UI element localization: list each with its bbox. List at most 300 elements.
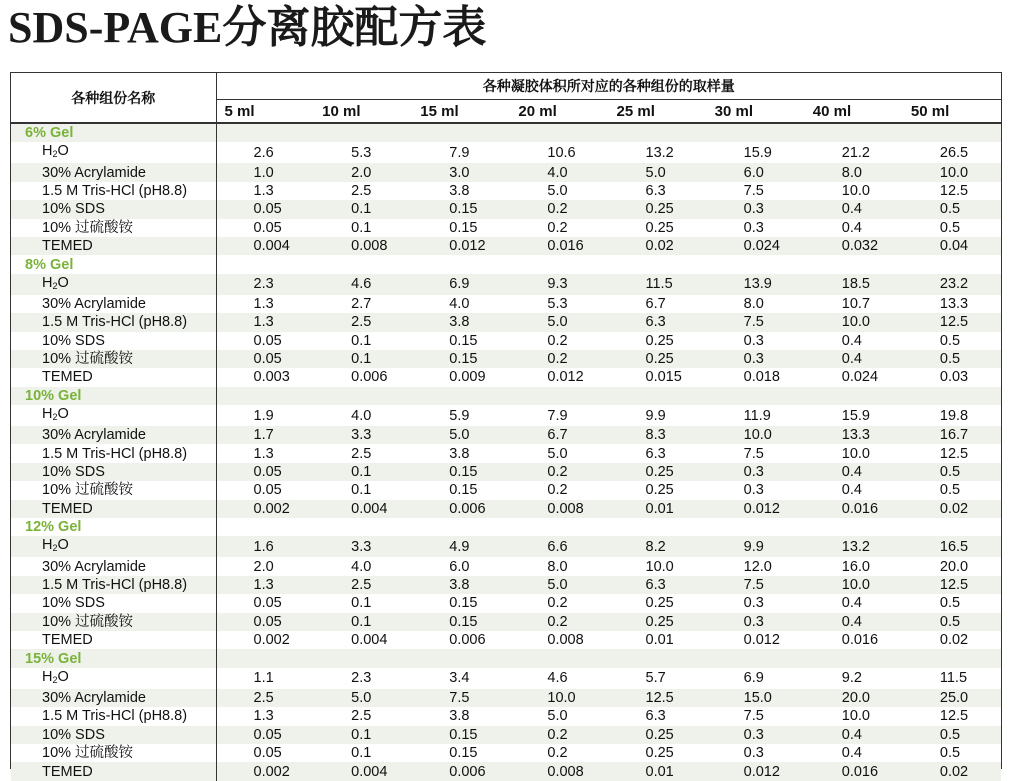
value-cell: 0.2	[510, 613, 608, 631]
value-cell: 6.9	[412, 274, 510, 295]
empty-cell	[510, 255, 608, 273]
value-cell: 0.032	[805, 237, 903, 255]
value-cell: 4.0	[351, 558, 372, 575]
value-cell: 9.3	[510, 274, 608, 295]
value-cell: 7.5	[743, 708, 764, 725]
value-cell: 0.2	[547, 595, 568, 612]
value-cell: 26.5	[939, 144, 969, 161]
value-cell: 0.05	[253, 332, 282, 349]
value-cell: 13.2	[805, 536, 903, 557]
value-cell: 3.8	[412, 576, 510, 594]
value-cell: 0.5	[939, 219, 961, 236]
table-row	[11, 500, 1001, 518]
value-cell: 18.5	[805, 274, 903, 295]
value-cell: 2.5	[314, 313, 412, 331]
empty-cell	[314, 518, 412, 536]
volume-header: 20 ml	[510, 100, 608, 124]
value-cell: 0.5	[903, 350, 1001, 368]
table-row	[11, 536, 1001, 557]
value-cell: 12.5	[939, 445, 969, 462]
value-cell: 5.0	[510, 313, 608, 331]
value-cell: 0.2	[547, 332, 568, 349]
value-cell: 0.008	[510, 762, 608, 780]
value-cell: 16.7	[903, 426, 1001, 444]
value-cell: 7.5	[743, 182, 764, 199]
table-row	[11, 613, 1001, 631]
value-cell: 11.9	[743, 407, 771, 424]
value-cell: 0.25	[609, 726, 707, 744]
empty-cell	[510, 387, 608, 405]
value-cell: 0.009	[449, 369, 486, 386]
value-cell: 0.024	[707, 237, 805, 255]
component-label: 1.5 M Tris-HCl (pH8.8)	[11, 182, 216, 200]
empty-cell	[707, 649, 805, 667]
value-cell: 0.006	[412, 500, 510, 518]
empty-cell	[903, 649, 1001, 667]
value-cell: 2.0	[253, 558, 274, 575]
value-cell: 5.0	[412, 426, 510, 444]
table-row	[11, 163, 1001, 181]
value-cell: 0.25	[609, 350, 707, 368]
value-cell: 0.016	[510, 237, 608, 255]
value-cell: 11.5	[939, 670, 968, 687]
empty-cell	[609, 123, 707, 142]
value-cell: 1.9	[253, 407, 274, 424]
gel-group-row	[11, 649, 1001, 667]
value-cell: 4.0	[449, 295, 470, 312]
value-cell: 0.15	[449, 482, 478, 499]
value-cell: 13.2	[645, 144, 674, 161]
value-cell: 7.5	[707, 313, 805, 331]
value-cell: 2.6	[253, 144, 274, 161]
value-cell: 13.3	[939, 295, 969, 312]
value-cell: 0.012	[547, 369, 584, 386]
component-label-h2o: $H_2O$	[11, 274, 216, 295]
table-row	[11, 426, 1001, 444]
value-cell: 0.25	[645, 332, 674, 349]
value-cell: 0.1	[351, 482, 372, 499]
value-cell: 1.6	[216, 536, 314, 557]
value-cell: 20.0	[939, 558, 969, 575]
value-cell: 6.3	[609, 313, 707, 331]
value-cell: 1.3	[253, 182, 274, 199]
table-row	[11, 237, 1001, 255]
value-cell: 0.3	[743, 482, 764, 499]
table-row	[11, 631, 1001, 649]
value-cell: 0.01	[645, 632, 674, 649]
value-cell: 0.1	[314, 613, 412, 631]
value-cell: 0.002	[216, 500, 314, 518]
value-cell: 1.3	[253, 708, 274, 725]
value-cell: 20.0	[805, 689, 903, 707]
value-cell: 0.4	[805, 726, 903, 744]
gel-group-label: 12% Gel	[11, 518, 216, 536]
value-cell: 10.0	[903, 163, 1001, 181]
table-row	[11, 668, 1001, 689]
component-label: TEMED	[11, 631, 216, 649]
value-cell: 0.4	[841, 219, 862, 236]
empty-cell	[216, 123, 314, 142]
value-cell: 0.018	[743, 369, 780, 386]
volume-header: 40 ml	[805, 100, 903, 124]
value-cell: 9.9	[645, 407, 666, 424]
value-cell: 0.1	[351, 745, 372, 762]
value-cell: 0.1	[351, 219, 372, 236]
empty-cell	[412, 518, 510, 536]
empty-cell	[805, 387, 903, 405]
value-cell: 8.0	[743, 295, 764, 312]
component-label: 10% SDS	[11, 594, 216, 612]
component-label: TEMED	[11, 500, 216, 518]
empty-cell	[707, 123, 805, 142]
empty-cell	[412, 387, 510, 405]
value-cell: 0.1	[351, 332, 372, 349]
value-cell: 6.3	[645, 445, 666, 462]
value-cell: 0.25	[609, 613, 707, 631]
value-cell: 0.01	[609, 500, 707, 518]
value-cell: 8.0	[805, 163, 903, 181]
table-row	[11, 274, 1001, 295]
value-cell: 7.5	[412, 689, 510, 707]
table-row	[11, 463, 1001, 481]
value-cell: 0.15	[412, 463, 510, 481]
value-cell: 0.05	[216, 726, 314, 744]
component-label-h2o: $H_2O$	[11, 536, 216, 557]
component-label-h2o: $H_2O$	[11, 142, 216, 163]
value-cell: 0.15	[449, 332, 478, 349]
value-cell: 0.3	[743, 745, 764, 762]
component-label: 30% Acrylamide	[11, 163, 216, 181]
value-cell: 0.25	[645, 482, 674, 499]
value-cell: 12.5	[903, 576, 1001, 594]
volume-header: 25 ml	[609, 100, 707, 124]
value-cell: 0.008	[314, 237, 412, 255]
value-cell: 6.3	[645, 182, 666, 199]
value-cell: 0.1	[314, 350, 412, 368]
empty-cell	[609, 649, 707, 667]
value-cell: 10.0	[841, 445, 870, 462]
value-cell: 0.2	[510, 463, 608, 481]
empty-cell	[216, 255, 314, 273]
value-cell: 3.4	[449, 670, 470, 687]
value-cell: 5.0	[510, 576, 608, 594]
value-cell: 0.016	[805, 500, 903, 518]
table-row	[11, 313, 1001, 331]
value-cell: 0.012	[412, 237, 510, 255]
component-label: TEMED	[11, 368, 216, 386]
empty-cell	[903, 387, 1001, 405]
value-cell: 2.7	[351, 295, 372, 312]
table-row	[11, 368, 1001, 386]
value-cell: 11.5	[609, 274, 707, 295]
value-cell: 0.008	[510, 500, 608, 518]
value-cell: 12.5	[939, 708, 969, 725]
value-cell: 0.012	[707, 500, 805, 518]
value-cell: 0.2	[510, 350, 608, 368]
value-cell: 0.3	[743, 219, 764, 236]
value-cell: 3.8	[449, 182, 470, 199]
value-cell: 2.0	[314, 163, 412, 181]
value-cell: 10.0	[841, 182, 870, 199]
value-cell: 0.5	[903, 463, 1001, 481]
value-cell: 0.004	[351, 632, 388, 649]
value-cell: 2.3	[351, 670, 372, 687]
value-cell: 0.3	[707, 200, 805, 218]
component-label: 10% 过硫酸铵	[11, 481, 216, 499]
value-cell: 16.5	[903, 536, 1001, 557]
value-cell: 15.0	[707, 689, 805, 707]
value-cell: 2.5	[351, 708, 372, 725]
value-cell: 4.9	[412, 536, 510, 557]
value-cell: 5.7	[645, 670, 666, 687]
component-label: 10% 过硫酸铵	[11, 613, 216, 631]
value-cell: 0.4	[841, 595, 862, 612]
value-cell: 3.8	[449, 445, 470, 462]
empty-cell	[510, 518, 608, 536]
empty-cell	[314, 255, 412, 273]
gel-group-label: 10% Gel	[11, 387, 216, 405]
value-cell: 0.2	[547, 219, 568, 236]
value-cell: 0.3	[707, 463, 805, 481]
value-cell: 0.1	[314, 726, 412, 744]
value-cell: 21.2	[841, 144, 870, 161]
value-cell: 0.2	[547, 745, 568, 762]
value-cell: 0.4	[805, 463, 903, 481]
value-cell: 0.4	[841, 745, 862, 762]
empty-cell	[216, 649, 314, 667]
table-row	[11, 707, 1001, 725]
value-cell: 0.024	[841, 369, 879, 386]
empty-cell	[805, 123, 903, 142]
value-cell: 0.012	[743, 632, 780, 649]
value-cell: 0.05	[216, 463, 314, 481]
value-cell: 1.7	[216, 426, 314, 444]
component-label: 30% Acrylamide	[11, 557, 216, 575]
value-cell: 0.25	[645, 595, 674, 612]
gel-group-label: 6% Gel	[11, 123, 216, 142]
empty-cell	[510, 649, 608, 667]
value-cell: 1.3	[253, 445, 274, 462]
value-cell: 4.0	[510, 163, 608, 181]
table-row	[11, 142, 1001, 163]
value-cell: 0.008	[547, 632, 584, 649]
component-label: 10% SDS	[11, 332, 216, 350]
value-cell: 13.9	[707, 274, 805, 295]
page-title: SDS-PAGE分离胶配方表	[8, 3, 487, 52]
gel-group-row	[11, 123, 1001, 142]
value-cell: 5.0	[314, 689, 412, 707]
value-cell: 15.9	[841, 407, 870, 424]
component-label: 1.5 M Tris-HCl (pH8.8)	[11, 444, 216, 462]
value-cell: 0.25	[609, 463, 707, 481]
component-label: TEMED	[11, 237, 216, 255]
value-cell: 0.02	[903, 500, 1001, 518]
empty-cell	[707, 387, 805, 405]
value-cell: 10.0	[707, 426, 805, 444]
recipe-table	[10, 72, 1002, 780]
table-row	[11, 689, 1001, 707]
value-cell: 0.002	[216, 762, 314, 780]
value-cell: 0.02	[939, 632, 969, 649]
value-cell: 0.15	[412, 350, 510, 368]
empty-cell	[216, 387, 314, 405]
value-cell: 0.15	[412, 200, 510, 218]
value-cell: 0.3	[707, 350, 805, 368]
value-cell: 7.5	[707, 576, 805, 594]
empty-cell	[412, 649, 510, 667]
table-row	[11, 200, 1001, 218]
value-cell: 0.05	[216, 200, 314, 218]
table-row	[11, 295, 1001, 313]
value-cell: 12.5	[609, 689, 707, 707]
value-cell: 0.2	[510, 726, 608, 744]
value-cell: 0.2	[510, 200, 608, 218]
value-cell: 10.7	[841, 295, 870, 312]
recipe-grid	[11, 73, 1001, 781]
value-cell: 0.15	[412, 613, 510, 631]
value-cell: 0.002	[253, 632, 290, 649]
value-cell: 10.6	[547, 144, 576, 161]
component-label: 10% SDS	[11, 463, 216, 481]
value-cell: 7.5	[743, 445, 764, 462]
value-cell: 0.05	[253, 219, 282, 236]
table-row	[11, 557, 1001, 575]
value-cell: 7.9	[449, 144, 470, 161]
empty-cell	[903, 518, 1001, 536]
value-cell: 0.15	[449, 219, 478, 236]
value-cell: 1.3	[216, 313, 314, 331]
component-label: 10% SDS	[11, 726, 216, 744]
component-label: 30% Acrylamide	[11, 689, 216, 707]
value-cell: 5.0	[609, 163, 707, 181]
empty-cell	[609, 255, 707, 273]
value-cell: 6.7	[510, 426, 608, 444]
value-cell: 10.0	[841, 708, 870, 725]
value-cell: 0.02	[609, 237, 707, 255]
value-cell: 8.2	[609, 536, 707, 557]
gel-group-row	[11, 518, 1001, 536]
value-cell: 2.5	[216, 689, 314, 707]
value-cell: 5.0	[547, 182, 568, 199]
value-cell: 12.5	[903, 313, 1001, 331]
table-row	[11, 481, 1001, 499]
value-cell: 16.0	[841, 558, 870, 575]
empty-cell	[805, 518, 903, 536]
value-cell: 1.3	[216, 576, 314, 594]
value-cell: 1.1	[253, 670, 274, 687]
value-cell: 5.0	[547, 445, 568, 462]
value-cell: 0.04	[903, 237, 1001, 255]
empty-cell	[314, 123, 412, 142]
value-cell: 0.25	[645, 745, 674, 762]
value-cell: 0.006	[449, 632, 486, 649]
value-cell: 10.0	[805, 576, 903, 594]
component-label-h2o: $H_2O$	[11, 668, 216, 689]
value-cell: 0.5	[903, 613, 1001, 631]
value-cell: 0.016	[805, 762, 903, 780]
value-cell: 3.8	[412, 313, 510, 331]
value-cell: 0.3	[743, 595, 764, 612]
empty-cell	[412, 123, 510, 142]
value-cell: 0.1	[314, 463, 412, 481]
value-cell: 0.003	[253, 369, 290, 386]
value-cell: 3.0	[412, 163, 510, 181]
value-cell: 0.4	[805, 200, 903, 218]
value-cell: 23.2	[903, 274, 1001, 295]
empty-cell	[314, 649, 412, 667]
value-cell: 0.4	[805, 350, 903, 368]
component-label-h2o: $H_2O$	[11, 405, 216, 426]
table-row	[11, 744, 1001, 762]
value-cell: 0.5	[903, 200, 1001, 218]
value-cell: 0.1	[314, 200, 412, 218]
table-row	[11, 576, 1001, 594]
value-cell: 0.5	[939, 745, 961, 762]
value-cell: 6.7	[645, 295, 666, 312]
value-cell: 0.3	[743, 332, 764, 349]
value-cell: 10.0	[510, 689, 608, 707]
value-cell: 4.6	[547, 670, 568, 687]
value-cell: 4.6	[314, 274, 412, 295]
value-cell: 5.9	[449, 407, 470, 424]
value-cell: 3.8	[449, 708, 470, 725]
volume-header: 50 ml	[903, 100, 1001, 124]
table-row	[11, 594, 1001, 612]
value-cell: 25.0	[903, 689, 1001, 707]
value-cell: 6.3	[609, 576, 707, 594]
value-cell: 1.0	[216, 163, 314, 181]
volume-span-header: 各种凝胶体积所对应的各种组份的取样量	[216, 73, 1001, 100]
table-row	[11, 350, 1001, 368]
empty-cell	[805, 255, 903, 273]
value-cell: 0.1	[351, 595, 372, 612]
empty-cell	[314, 387, 412, 405]
value-cell: 5.0	[547, 708, 568, 725]
value-cell: 19.8	[939, 407, 969, 424]
volume-header: 30 ml	[707, 100, 805, 124]
table-row	[11, 405, 1001, 426]
value-cell: 0.006	[412, 762, 510, 780]
table-row	[11, 332, 1001, 350]
value-cell: 0.05	[253, 595, 282, 612]
table-row	[11, 444, 1001, 462]
value-cell: 3.3	[314, 426, 412, 444]
value-cell: 0.4	[841, 482, 862, 499]
value-cell: 9.2	[841, 670, 862, 687]
empty-cell	[805, 649, 903, 667]
value-cell: 0.05	[253, 745, 282, 762]
value-cell: 0.15	[412, 726, 510, 744]
value-cell: 0.004	[314, 762, 412, 780]
value-cell: 8.0	[547, 558, 568, 575]
component-label: 10% 过硫酸铵	[11, 744, 216, 762]
volume-header: 10 ml	[314, 100, 412, 124]
value-cell: 0.5	[939, 482, 961, 499]
value-cell: 2.5	[351, 445, 372, 462]
value-cell: 1.3	[253, 295, 274, 312]
gel-group-label: 8% Gel	[11, 255, 216, 273]
table-row	[11, 762, 1001, 780]
value-cell: 0.25	[645, 219, 674, 236]
component-label: 1.5 M Tris-HCl (pH8.8)	[11, 313, 216, 331]
value-cell: 0.02	[903, 762, 1001, 780]
value-cell: 13.3	[805, 426, 903, 444]
empty-cell	[903, 123, 1001, 142]
value-cell: 2.3	[216, 274, 314, 295]
value-cell: 4.0	[351, 407, 372, 424]
value-cell: 8.3	[609, 426, 707, 444]
empty-cell	[412, 255, 510, 273]
